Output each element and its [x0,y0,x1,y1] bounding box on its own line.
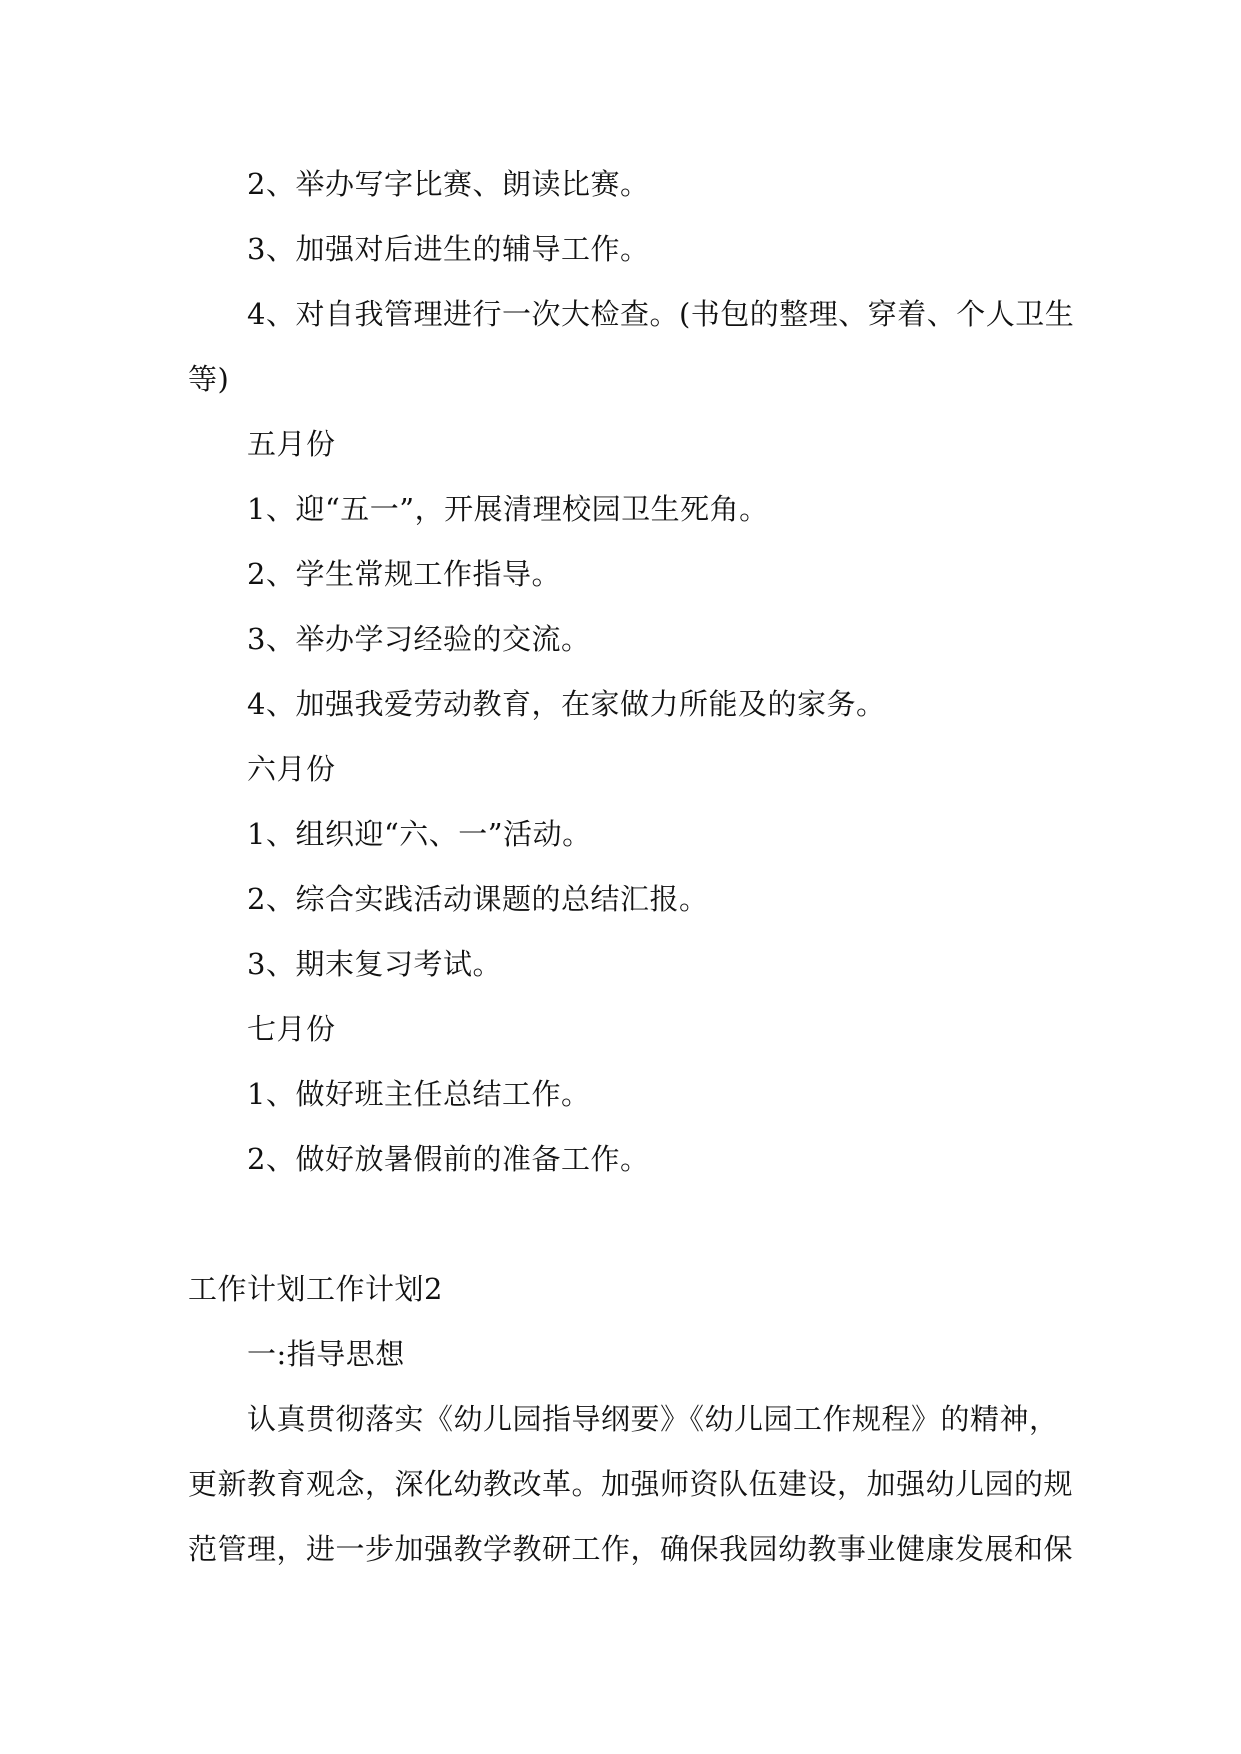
text-line: 等) [188,362,230,396]
document-title: 工作计划工作计划2 [188,1272,443,1306]
text-line: 2、学生常规工作指导。 [247,557,561,591]
text-line: 范管理，进一步加强教学教研工作，确保我园幼教事业健康发展和保 [188,1532,1074,1566]
text-line: 2、做好放暑假前的准备工作。 [247,1142,650,1176]
section-heading: 七月份 [247,1012,336,1046]
section-heading: 一:指导思想 [247,1337,405,1371]
text-line: 4、对自我管理进行一次大检查。(书包的整理、穿着、个人卫生 [247,297,1075,331]
text-line: 2、举办写字比赛、朗读比赛。 [247,167,650,201]
text-line: 2、综合实践活动课题的总结汇报。 [247,882,709,916]
text-line: 1、做好班主任总结工作。 [247,1077,591,1111]
section-heading: 六月份 [247,752,336,786]
section-heading: 五月份 [247,427,336,461]
text-line: 3、期末复习考试。 [247,947,502,981]
text-line: 3、举办学习经验的交流。 [247,622,591,656]
text-line: 认真贯彻落实《幼儿园指导纲要》《幼儿园工作规程》的精神， [247,1402,1059,1436]
text-line: 3、加强对后进生的辅导工作。 [247,232,650,266]
text-line: 更新教育观念，深化幼教改革。加强师资队伍建设，加强幼儿园的规 [188,1467,1074,1501]
text-line: 4、加强我爱劳动教育，在家做力所能及的家务。 [247,687,886,721]
text-line: 1、迎“五一”，开展清理校园卫生死角。 [247,492,769,526]
text-line: 1、组织迎“六、一”活动。 [247,817,592,851]
